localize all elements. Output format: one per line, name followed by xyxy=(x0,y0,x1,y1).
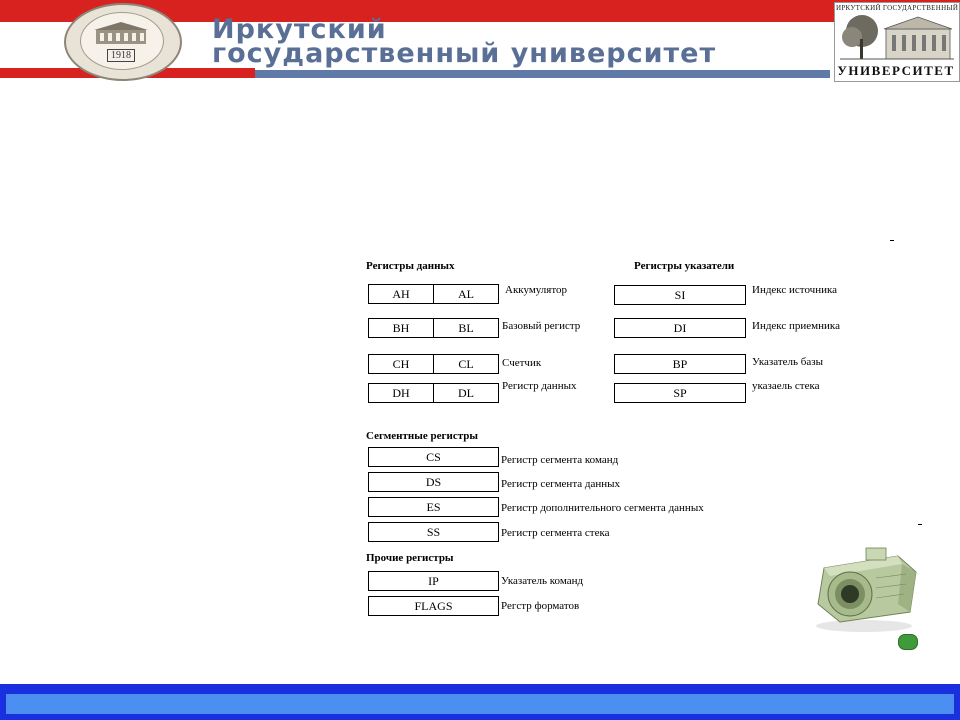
register-desc: Указатель команд xyxy=(501,575,584,587)
logo-bottom-text: УНИВЕРСИТЕТ xyxy=(837,63,955,78)
register-desc: Регистр сегмента команд xyxy=(501,454,619,466)
header-blue-underline xyxy=(255,70,830,78)
register-flags: FLAGS xyxy=(368,596,499,616)
register-ah: AH xyxy=(368,284,434,304)
register-bl: BL xyxy=(433,318,499,338)
register-desc: Счетчик xyxy=(502,357,542,369)
header-title-line1: Иркутский xyxy=(212,14,387,45)
segment-registers-heading: Сегментные регистры xyxy=(366,430,478,442)
register-ip: IP xyxy=(368,571,499,591)
register-sp: SP xyxy=(614,383,746,403)
register-dl: DL xyxy=(433,383,499,403)
footer-inner-bar xyxy=(6,694,954,714)
pointer-registers-heading: Регистры указатели xyxy=(634,260,735,272)
register-ch: CH xyxy=(368,354,434,374)
register-desc: Аккумулятор xyxy=(505,284,568,296)
register-al: AL xyxy=(433,284,499,304)
register-si: SI xyxy=(614,285,746,305)
logo-top-text: ИРКУТСКИЙ ГОСУДАРСТВЕННЫЙ xyxy=(836,4,959,12)
register-cs: CS xyxy=(368,447,499,467)
register-ds: DS xyxy=(368,472,499,492)
header-title-line2: государственный университет xyxy=(212,38,717,69)
seal-building-icon xyxy=(94,22,148,46)
register-dh: DH xyxy=(368,383,434,403)
register-bp: BP xyxy=(614,354,746,374)
register-ss: SS xyxy=(368,522,499,542)
register-di: DI xyxy=(614,318,746,338)
register-bh: BH xyxy=(368,318,434,338)
register-desc: Регистр данных xyxy=(502,380,577,392)
register-desc: Регистр сегмента данных xyxy=(501,478,621,490)
register-es: ES xyxy=(368,497,499,517)
other-registers-heading: Прочие регистры xyxy=(366,552,454,564)
register-desc: Базовый регистр xyxy=(502,320,581,332)
green-badge-icon xyxy=(898,634,918,650)
dollar-camera-image xyxy=(806,538,922,634)
stray-dash xyxy=(890,240,894,241)
data-registers-heading: Регистры данных xyxy=(366,260,455,272)
register-desc: Указатель базы xyxy=(752,356,823,368)
register-desc: Индекс приемника xyxy=(752,320,840,332)
university-building-logo xyxy=(840,13,954,63)
register-desc: Регистр сегмента стека xyxy=(501,527,610,539)
stray-dash xyxy=(918,524,922,525)
register-desc: Регстр форматов xyxy=(501,600,580,612)
register-desc: Регистр дополнительного сегмента данных xyxy=(501,502,704,514)
register-desc: Индекс источника xyxy=(752,284,838,296)
seal-year: 1918 xyxy=(107,49,135,62)
register-cl: CL xyxy=(433,354,499,374)
register-desc: указаель стека xyxy=(752,380,820,392)
